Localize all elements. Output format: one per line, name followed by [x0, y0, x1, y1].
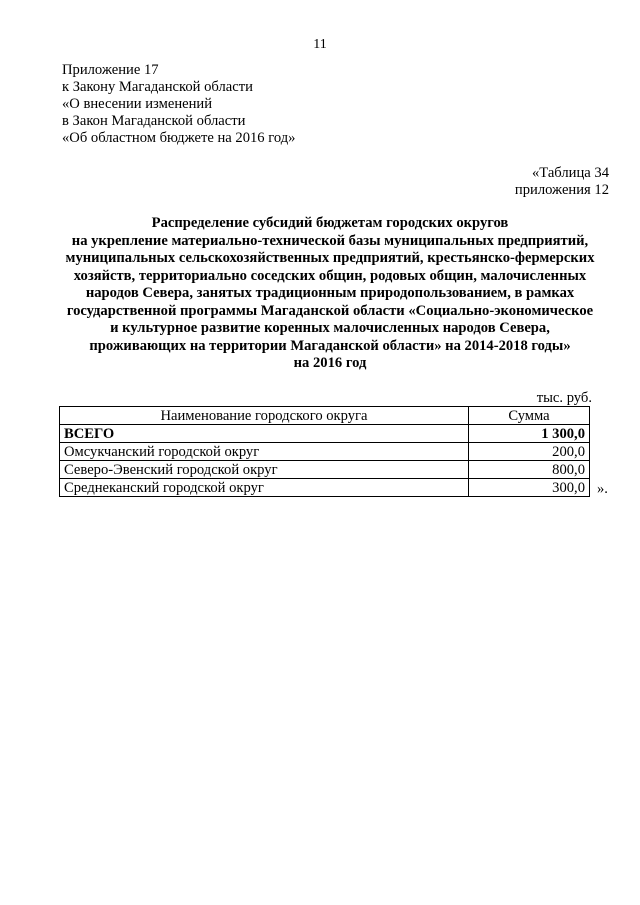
table-reference — [515, 165, 609, 199]
table-ref-line: приложения 12 — [514, 182, 609, 198]
table-header-row — [60, 407, 590, 425]
appendix-line: в Закон Магаданской области — [62, 113, 246, 129]
row-name: Северо-Эвенский городской округ — [60, 461, 469, 479]
row-name: Среднеканский городской округ — [60, 479, 469, 497]
page-number: 11 — [313, 37, 327, 52]
title-line: Распределение субсидий бюджетам городских округов — [151, 215, 509, 231]
title-line: проживающих на территории Магаданской области» на 2014-2018 годы» — [89, 337, 571, 354]
document-title — [40, 215, 620, 373]
row-sum: 200,0 — [469, 443, 590, 461]
table-row — [60, 479, 590, 497]
row-sum: 800,0 — [469, 461, 590, 479]
units-label: тыс. руб. — [536, 390, 592, 406]
title-line: народов Севера, занятых традиционным природопользованием, в рамках — [85, 285, 575, 301]
title-line: на укрепление материально-технической базы муниципальных предприятий, — [71, 232, 589, 249]
appendix-line: к Закону Магаданской области — [62, 79, 253, 95]
subsidy-table — [59, 406, 590, 497]
table-row — [60, 461, 590, 479]
header-sum: Сумма — [469, 407, 590, 425]
appendix-line: Приложение 17 — [62, 62, 159, 78]
header-name: Наименование городского округа — [60, 407, 469, 425]
title-line: и культурное развитие коренных малочисленных народов Севера, — [110, 320, 550, 336]
appendix-reference — [62, 62, 295, 147]
appendix-line: «О внесении изменений — [62, 96, 213, 112]
title-line: муниципальных сельскохозяйственных предприятий, крестьянско-фермерских — [65, 250, 595, 266]
closing-quote-mark: ». — [597, 481, 608, 497]
table-row — [60, 443, 590, 461]
appendix-line: «Об областном бюджете на 2016 год» — [62, 130, 296, 146]
title-line: хозяйств, территориально соседских общин, родовых общин, малочисленных — [73, 267, 587, 284]
title-line: на 2016 год — [293, 355, 367, 371]
row-name: Омсукчанский городской округ — [60, 443, 469, 461]
table-ref-line: «Таблица 34 — [531, 165, 609, 181]
total-label: ВСЕГО — [60, 425, 469, 443]
table-total-row — [60, 425, 590, 443]
row-sum: 300,0 — [469, 479, 590, 497]
total-sum: 1 300,0 — [469, 425, 590, 443]
title-line: государственной программы Магаданской области «Социально-экономическое — [66, 302, 594, 319]
